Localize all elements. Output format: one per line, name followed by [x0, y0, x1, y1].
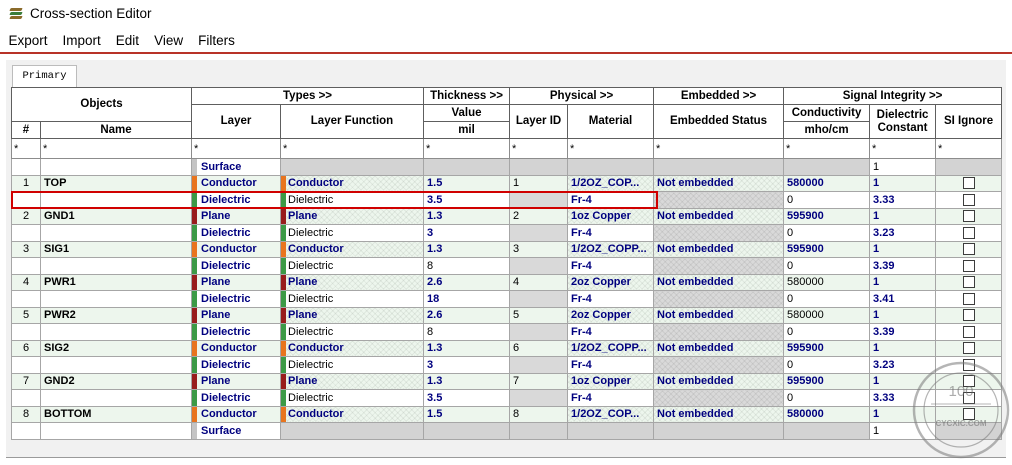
cell-layer-number	[12, 423, 41, 440]
si-ignore-checkbox[interactable]	[963, 260, 975, 272]
cell-si-ignore	[936, 241, 1002, 258]
cell-layer-name[interactable]	[41, 324, 192, 341]
si-ignore-checkbox[interactable]	[963, 359, 975, 371]
cell-thickness[interactable]: 8	[424, 324, 510, 341]
cell-layer-id: 6	[510, 340, 568, 357]
cell-embedded-status	[654, 192, 784, 209]
cell-layer-number	[12, 357, 41, 374]
header-conductivity: Conductivity	[784, 105, 870, 122]
cell-embedded-status[interactable]: Not embedded	[654, 175, 784, 192]
cell-layer-number: 5	[12, 307, 41, 324]
cell-material[interactable]: 2oz Copper	[568, 307, 654, 324]
header-dielectric-constant: Dielectric Constant	[870, 105, 936, 139]
cell-si-ignore	[936, 274, 1002, 291]
cell-layer-name[interactable]	[41, 225, 192, 242]
stackup-row-surface[interactable]	[12, 159, 1002, 176]
cell-dielectric-constant[interactable]: 1	[870, 241, 936, 258]
cell-dielectric-constant[interactable]: 1	[870, 340, 936, 357]
cell-thickness[interactable]: 8	[424, 258, 510, 275]
cell-layer-number: 4	[12, 274, 41, 291]
cell-material[interactable]: 1/2OZ_COP...	[568, 175, 654, 192]
cell-si-ignore	[936, 192, 1002, 209]
cell-layer-name[interactable]: PWR2	[41, 307, 192, 324]
header-layer: Layer	[192, 105, 281, 139]
cell-si-ignore	[936, 390, 1002, 407]
cell-layer-type[interactable]: Conductor	[192, 406, 281, 423]
cell-thickness[interactable]: 3	[424, 225, 510, 242]
cell-thickness[interactable]: 3.5	[424, 192, 510, 209]
cell-layer-name[interactable]: PWR1	[41, 274, 192, 291]
header-conductivity-unit: mho/cm	[784, 122, 870, 139]
cell-material	[568, 159, 654, 176]
cell-layer-number	[12, 291, 41, 308]
cell-thickness[interactable]: 18	[424, 291, 510, 308]
cell-material[interactable]: 1oz Copper	[568, 373, 654, 390]
filter-conductivity[interactable]: *	[784, 139, 870, 159]
cell-dielectric-constant[interactable]: 3.33	[870, 192, 936, 209]
cell-material	[568, 423, 654, 440]
menu-view[interactable]: View	[154, 33, 184, 48]
cell-dielectric-constant[interactable]: 3.39	[870, 258, 936, 275]
cell-layer-number: 1	[12, 175, 41, 192]
header-group-types[interactable]: Types >>	[192, 88, 424, 105]
cell-layer-name	[41, 159, 192, 176]
cell-conductivity[interactable]: 595900	[784, 340, 870, 357]
stackup-row-dielectric[interactable]	[12, 324, 1002, 341]
stackup-row-conductor[interactable]	[12, 241, 1002, 258]
cell-embedded-status[interactable]: Not embedded	[654, 307, 784, 324]
cell-layer-function[interactable]: Conductor	[281, 175, 424, 192]
cell-thickness[interactable]: 1.3	[424, 208, 510, 225]
cell-layer-function[interactable]: Plane	[281, 307, 424, 324]
watermark-text-top: 100	[948, 383, 974, 400]
cell-embedded-status[interactable]: Not embedded	[654, 241, 784, 258]
header-material: Material	[568, 105, 654, 139]
cell-layer-id: 7	[510, 373, 568, 390]
cell-embedded-status	[654, 225, 784, 242]
cell-material[interactable]: Fr-4	[568, 390, 654, 407]
cell-layer-function[interactable]: Conductor	[281, 406, 424, 423]
cell-conductivity[interactable]: 595900	[784, 241, 870, 258]
si-ignore-checkbox[interactable]	[963, 194, 975, 206]
cell-embedded-status[interactable]: Not embedded	[654, 406, 784, 423]
cell-dielectric-constant[interactable]: 1	[870, 307, 936, 324]
cell-layer-id	[510, 324, 568, 341]
cell-dielectric-constant[interactable]: 1	[870, 423, 936, 440]
cell-embedded-status[interactable]: Not embedded	[654, 340, 784, 357]
stackup-row-conductor[interactable]	[12, 340, 1002, 357]
cell-material[interactable]: Fr-4	[568, 291, 654, 308]
si-ignore-checkbox[interactable]	[963, 210, 975, 222]
cell-layer-type[interactable]: Dielectric	[192, 291, 281, 308]
stackup-row-surface[interactable]	[12, 423, 1002, 440]
cell-embedded-status[interactable]: Not embedded	[654, 208, 784, 225]
cell-layer-name[interactable]	[41, 291, 192, 308]
cell-layer-number	[12, 390, 41, 407]
cell-layer-function[interactable]: Conductor	[281, 241, 424, 258]
cell-layer-id: 5	[510, 307, 568, 324]
cell-material[interactable]: Fr-4	[568, 357, 654, 374]
cell-conductivity	[784, 159, 870, 176]
cell-embedded-status	[654, 159, 784, 176]
cell-dielectric-constant[interactable]: 3.39	[870, 324, 936, 341]
cell-thickness	[424, 159, 510, 176]
cell-layer-type[interactable]: Plane	[192, 307, 281, 324]
stackup-row-dielectric[interactable]	[12, 192, 1002, 209]
filter-embedded-status[interactable]: *	[654, 139, 784, 159]
cell-thickness[interactable]: 3.5	[424, 390, 510, 407]
cell-material[interactable]: Fr-4	[568, 225, 654, 242]
filter-layer[interactable]: *	[192, 139, 281, 159]
cell-embedded-status	[654, 390, 784, 407]
cell-layer-name[interactable]: SIG1	[41, 241, 192, 258]
cell-material[interactable]: 1oz Copper	[568, 208, 654, 225]
cell-layer-function[interactable]: Dielectric	[281, 390, 424, 407]
cell-dielectric-constant[interactable]: 3.41	[870, 291, 936, 308]
si-ignore-checkbox[interactable]	[963, 408, 975, 420]
cell-conductivity[interactable]: 0	[784, 225, 870, 242]
cell-layer-name[interactable]: GND1	[41, 208, 192, 225]
cell-layer-function[interactable]: Dielectric	[281, 258, 424, 275]
cell-conductivity[interactable]: 580000	[784, 175, 870, 192]
cell-layer-number	[12, 159, 41, 176]
cell-embedded-status[interactable]: Not embedded	[654, 373, 784, 390]
cell-conductivity[interactable]: 0	[784, 192, 870, 209]
si-ignore-checkbox[interactable]	[963, 326, 975, 338]
cell-layer-number	[12, 225, 41, 242]
cell-layer-name[interactable]: TOP	[41, 175, 192, 192]
header-layer-function: Layer Function	[281, 105, 424, 139]
cell-layer-type[interactable]: Dielectric	[192, 357, 281, 374]
cell-conductivity[interactable]: 0	[784, 390, 870, 407]
cell-material[interactable]: Fr-4	[568, 258, 654, 275]
cell-material[interactable]: Fr-4	[568, 324, 654, 341]
cell-embedded-status	[654, 324, 784, 341]
cell-si-ignore	[936, 208, 1002, 225]
cell-thickness[interactable]: 1.3	[424, 241, 510, 258]
cell-conductivity[interactable]: 0	[784, 258, 870, 275]
cell-thickness[interactable]: 1.5	[424, 175, 510, 192]
si-ignore-checkbox[interactable]	[963, 227, 975, 239]
si-ignore-checkbox[interactable]	[963, 243, 975, 255]
cell-thickness[interactable]: 1.3	[424, 373, 510, 390]
menu-import[interactable]: Import	[62, 33, 101, 48]
cell-layer-number: 2	[12, 208, 41, 225]
stackup-row-dielectric[interactable]	[12, 258, 1002, 275]
stackup-table	[11, 87, 1002, 440]
menu-edit[interactable]: Edit	[115, 33, 140, 48]
menu-filters[interactable]: Filters	[198, 33, 235, 48]
cell-layer-function	[281, 423, 424, 440]
cell-conductivity[interactable]: 0	[784, 324, 870, 341]
cell-layer-number	[12, 258, 41, 275]
cell-si-ignore	[936, 291, 1002, 308]
cell-layer-id: 3	[510, 241, 568, 258]
header-si-ignore: SI Ignore	[936, 105, 1002, 139]
cell-thickness[interactable]: 2.6	[424, 274, 510, 291]
header-group-embedded[interactable]: Embedded >>	[654, 88, 784, 105]
si-ignore-checkbox[interactable]	[963, 375, 975, 387]
cell-layer-name[interactable]	[41, 357, 192, 374]
cell-layer-id: 2	[510, 208, 568, 225]
cell-material[interactable]: 2oz Copper	[568, 274, 654, 291]
cell-layer-function[interactable]: Plane	[281, 274, 424, 291]
cell-layer-id	[510, 390, 568, 407]
cell-layer-id	[510, 192, 568, 209]
stackup-row-conductor[interactable]	[12, 406, 1002, 423]
cell-layer-id: 8	[510, 406, 568, 423]
filter-thickness[interactable]: *	[424, 139, 510, 159]
si-ignore-checkbox[interactable]	[963, 177, 975, 189]
cell-layer-function[interactable]: Dielectric	[281, 357, 424, 374]
cell-layer-type[interactable]: Conductor	[192, 340, 281, 357]
cell-layer-name[interactable]	[41, 390, 192, 407]
cell-material[interactable]: Fr-4	[568, 192, 654, 209]
cell-layer-type[interactable]: Dielectric	[192, 324, 281, 341]
cell-si-ignore	[936, 175, 1002, 192]
cell-layer-id: 1	[510, 175, 568, 192]
tab-primary[interactable]: Primary	[12, 65, 77, 87]
cell-layer-id	[510, 225, 568, 242]
stackup-row-dielectric[interactable]	[12, 225, 1002, 242]
si-ignore-checkbox[interactable]	[963, 293, 975, 305]
cell-conductivity[interactable]: 580000	[784, 307, 870, 324]
cell-dielectric-constant[interactable]: 1	[870, 406, 936, 423]
cell-layer-number: 3	[12, 241, 41, 258]
cell-conductivity	[784, 423, 870, 440]
stackup-row-conductor[interactable]	[12, 175, 1002, 192]
stackup-rows	[12, 159, 1002, 440]
stackup-row-plane[interactable]	[12, 307, 1002, 324]
cell-layer-type[interactable]: Dielectric	[192, 225, 281, 242]
cell-embedded-status	[654, 291, 784, 308]
cell-dielectric-constant[interactable]: 3.23	[870, 225, 936, 242]
si-ignore-checkbox[interactable]	[963, 276, 975, 288]
cell-conductivity[interactable]: 0	[784, 291, 870, 308]
cell-layer-number: 6	[12, 340, 41, 357]
filter-dielectric-constant[interactable]: *	[870, 139, 936, 159]
cell-dielectric-constant[interactable]: 1	[870, 373, 936, 390]
cell-layer-name[interactable]	[41, 192, 192, 209]
filter-material[interactable]: *	[568, 139, 654, 159]
cell-layer-type[interactable]: Plane	[192, 274, 281, 291]
si-ignore-checkbox[interactable]	[963, 309, 975, 321]
cell-dielectric-constant[interactable]: 1	[870, 208, 936, 225]
cell-si-ignore	[936, 225, 1002, 242]
cell-layer-function[interactable]: Conductor	[281, 340, 424, 357]
filter-name[interactable]: *	[41, 139, 192, 159]
cell-layer-id	[510, 258, 568, 275]
header-layer-number: #	[12, 122, 41, 139]
header-thickness-unit: mil	[424, 122, 510, 139]
cell-dielectric-constant[interactable]: 1	[870, 274, 936, 291]
cell-layer-type[interactable]: Dielectric	[192, 192, 281, 209]
cell-layer-type[interactable]: Dielectric	[192, 390, 281, 407]
menu-divider	[0, 52, 1012, 54]
cell-layer-type[interactable]: Surface	[192, 423, 281, 440]
filter-layer-id[interactable]: *	[510, 139, 568, 159]
cell-thickness[interactable]: 3	[424, 357, 510, 374]
stackup-row-plane[interactable]	[12, 373, 1002, 390]
cell-thickness[interactable]: 1.5	[424, 406, 510, 423]
stackup-row-dielectric[interactable]	[12, 291, 1002, 308]
header-layer-id: Layer ID	[510, 105, 568, 139]
cell-layer-number: 7	[12, 373, 41, 390]
title-bar	[0, 0, 1012, 28]
stackup-row-dielectric[interactable]	[12, 357, 1002, 374]
cell-layer-type[interactable]: Conductor	[192, 175, 281, 192]
cell-si-ignore	[936, 307, 1002, 324]
cell-si-ignore	[936, 373, 1002, 390]
cell-layer-type[interactable]: Surface	[192, 159, 281, 176]
cell-si-ignore	[936, 159, 1002, 176]
cell-si-ignore	[936, 324, 1002, 341]
cell-dielectric-constant[interactable]: 3.33	[870, 390, 936, 407]
cell-thickness	[424, 423, 510, 440]
cell-thickness[interactable]: 1.3	[424, 340, 510, 357]
cell-layer-id	[510, 357, 568, 374]
cell-dielectric-constant[interactable]: 1	[870, 175, 936, 192]
cell-si-ignore	[936, 423, 1002, 440]
cell-embedded-status	[654, 258, 784, 275]
cell-material[interactable]: 1/2OZ_COPP...	[568, 340, 654, 357]
cross-section-editor-icon	[9, 7, 24, 21]
cell-conductivity[interactable]: 0	[784, 357, 870, 374]
cell-conductivity[interactable]: 595900	[784, 373, 870, 390]
cell-layer-function[interactable]: Dielectric	[281, 192, 424, 209]
filter-number[interactable]: *	[12, 139, 41, 159]
cell-si-ignore	[936, 340, 1002, 357]
cell-layer-type[interactable]: Plane	[192, 208, 281, 225]
cell-thickness[interactable]: 2.6	[424, 307, 510, 324]
cell-layer-function[interactable]: Dielectric	[281, 324, 424, 341]
menu-export[interactable]: Export	[8, 33, 48, 48]
cell-layer-type[interactable]: Plane	[192, 373, 281, 390]
cell-layer-function[interactable]: Plane	[281, 373, 424, 390]
cell-layer-number: 8	[12, 406, 41, 423]
cell-layer-name[interactable]: SIG2	[41, 340, 192, 357]
cell-si-ignore	[936, 406, 1002, 423]
cell-conductivity[interactable]: 580000	[784, 406, 870, 423]
cell-layer-name	[41, 423, 192, 440]
cell-layer-id	[510, 423, 568, 440]
si-ignore-checkbox[interactable]	[963, 342, 975, 354]
cell-layer-type[interactable]: Conductor	[192, 241, 281, 258]
cell-conductivity[interactable]: 580000	[784, 274, 870, 291]
cell-si-ignore	[936, 258, 1002, 275]
cell-si-ignore	[936, 357, 1002, 374]
header-embedded-status: Embedded Status	[654, 105, 784, 139]
header-group-signal-integrity[interactable]: Signal Integrity >>	[784, 88, 1002, 105]
si-ignore-checkbox[interactable]	[963, 392, 975, 404]
cell-layer-function[interactable]: Dielectric	[281, 291, 424, 308]
header-objects: Objects	[12, 88, 192, 122]
cell-layer-id: 4	[510, 274, 568, 291]
cell-layer-id	[510, 159, 568, 176]
header-group-physical[interactable]: Physical >>	[510, 88, 654, 105]
stackup-row-plane[interactable]	[12, 274, 1002, 291]
cell-layer-name[interactable]	[41, 258, 192, 275]
filter-row	[12, 139, 1002, 159]
cell-layer-function	[281, 159, 424, 176]
watermark-text-bottom: CYCXIC.COM	[935, 419, 987, 428]
cell-layer-name[interactable]: BOTTOM	[41, 406, 192, 423]
menu-bar	[1, 32, 242, 52]
cell-embedded-status[interactable]: Not embedded	[654, 274, 784, 291]
cell-material[interactable]: 1/2OZ_COPP...	[568, 241, 654, 258]
cell-embedded-status	[654, 357, 784, 374]
cell-dielectric-constant[interactable]: 3.23	[870, 357, 936, 374]
cell-layer-name[interactable]: GND2	[41, 373, 192, 390]
stackup-row-plane[interactable]	[12, 208, 1002, 225]
cell-embedded-status	[654, 423, 784, 440]
cell-conductivity[interactable]: 595900	[784, 208, 870, 225]
cell-layer-function[interactable]: Dielectric	[281, 225, 424, 242]
cell-layer-number	[12, 192, 41, 209]
filter-si-ignore[interactable]: *	[936, 139, 1002, 159]
window-title: Cross-section Editor	[30, 6, 152, 21]
cell-layer-type[interactable]: Dielectric	[192, 258, 281, 275]
header-group-thickness[interactable]: Thickness >>	[424, 88, 510, 105]
stackup-row-dielectric[interactable]	[12, 390, 1002, 407]
header-thickness-value: Value	[424, 105, 510, 122]
cell-layer-function[interactable]: Plane	[281, 208, 424, 225]
cell-layer-number	[12, 324, 41, 341]
cell-dielectric-constant[interactable]: 1	[870, 159, 936, 176]
cell-layer-id	[510, 291, 568, 308]
cell-material[interactable]: 1/2OZ_COP...	[568, 406, 654, 423]
filter-layer-function[interactable]: *	[281, 139, 424, 159]
header-name: Name	[41, 122, 192, 139]
